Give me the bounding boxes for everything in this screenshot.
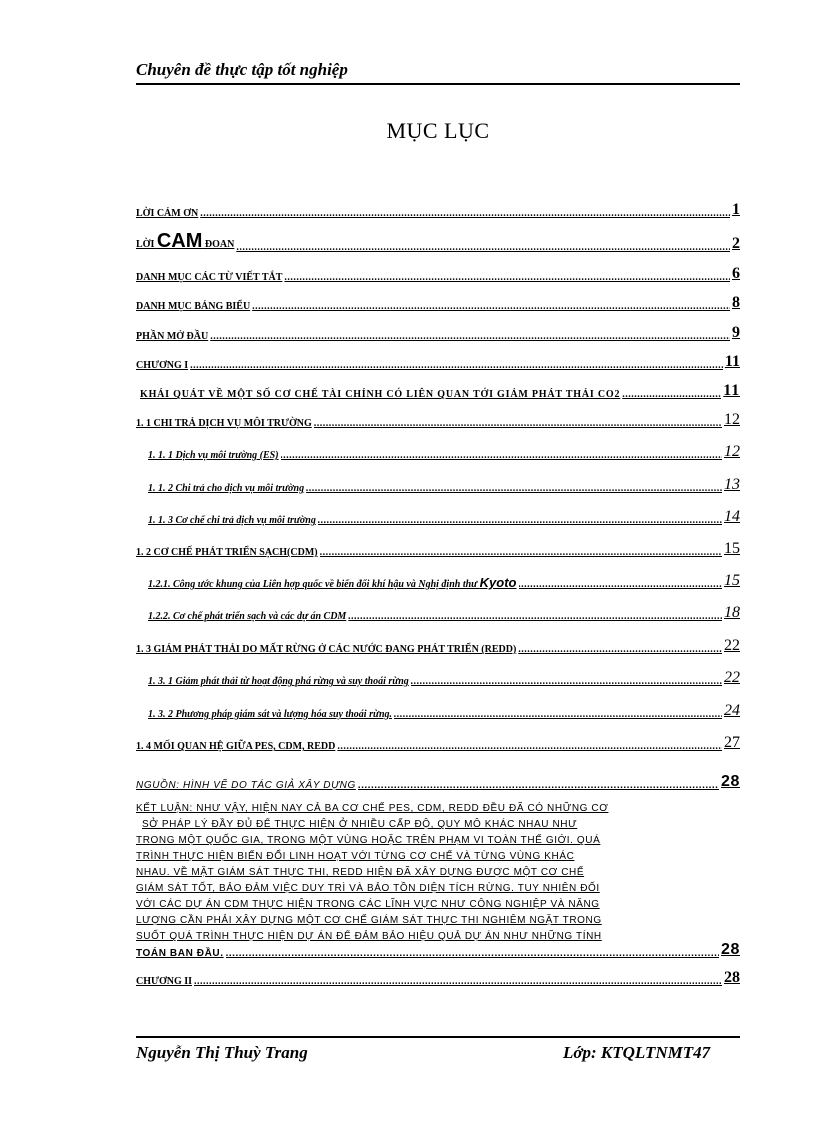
footer-author: Nguyễn Thị Thuỳ Trang — [136, 1043, 308, 1062]
toc-entry-page: 28 — [724, 969, 740, 986]
toc-entry-page: 27 — [724, 734, 740, 751]
toc-entry-label: PHẦN MỞ ĐẦU — [136, 331, 209, 342]
conclusion-line: TRÌNH THỰC HIỆN BIẾN ĐỔI LINH HOẠT VỚI TỪNG CƠ CHẾ VÀ TỪNG VÙNG KHÁC — [136, 851, 575, 862]
footer-divider — [136, 1036, 740, 1038]
conclusion-line: KẾT LUẬN: NHƯ VẬY, HIỆN NAY CẢ BA CƠ CHẾ PES, CDM, REDD ĐỀU ĐÃ CÓ NHỮNG CƠ — [136, 803, 609, 814]
toc-entry-page: 18 — [724, 604, 740, 621]
toc-entry[interactable] — [136, 265, 740, 283]
toc-entry-page: 6 — [732, 265, 740, 282]
toc-entry-page: 2 — [732, 235, 740, 252]
toc-entry-page: 13 — [724, 476, 740, 493]
toc-entry[interactable] — [136, 353, 740, 371]
toc-entry-label: 1. 3 GIẢM PHÁT THẢI DO MẤT RỪNG Ở CÁC NƯỚC ĐANG PHÁT TRIỂN (REDD) — [136, 644, 517, 655]
toc-entry-page: 11 — [724, 353, 740, 370]
toc-entry-label: KHÁI QUÁT VỀ MỘT SỐ CƠ CHẾ TÀI CHÍNH CÓ LIÊN QUAN TỚI GIẢM PHÁT THẢI CO2 — [140, 389, 621, 400]
conclusion-paragraph[interactable] — [136, 801, 736, 945]
toc-entry[interactable] — [136, 773, 740, 791]
toc-entry-page: 22 — [724, 669, 740, 686]
toc-entry-page: 14 — [724, 508, 740, 525]
toc-entry[interactable] — [136, 411, 740, 429]
toc-entry[interactable] — [136, 734, 740, 752]
toc-entry-label: LỜI CẢM ƠN — [136, 208, 199, 219]
toc-entry-page: 12 — [724, 443, 740, 460]
conclusion-line: VỚI CÁC DỰ ÁN CDM THỰC HIỆN TRONG CÁC LĨNH VỰC NHƯ CÔNG NGHIỆP VÀ NĂNG — [136, 899, 600, 910]
toc-entry[interactable] — [136, 230, 740, 253]
conclusion-line: GIÁM SÁT TỐT, BẢO ĐẢM VIỆC DUY TRÌ VÀ BẢO TỒN DIỆN TÍCH RỪNG. TUY NHIÊN ĐỐI — [136, 883, 600, 894]
page-title: MỤC LỤC — [386, 118, 490, 143]
footer-class: Lớp: KTQLTNMT47 — [563, 1043, 711, 1062]
toc-entry-label: CHƯƠNG I — [136, 360, 189, 371]
toc-entry[interactable] — [136, 969, 740, 987]
toc-entry-label: 1. 1. 1 Dịch vụ môi trường (ES) — [148, 450, 279, 461]
toc-entry-label: 1. 1 CHI TRẢ DỊCH VỤ MÔI TRƯỜNG — [136, 418, 312, 429]
toc-entry-label: 1. 1. 2 Chi trả cho dịch vụ môi trường — [148, 483, 305, 494]
toc-entry-label: DANH MỤC CÁC TỪ VIẾT TẮT — [136, 272, 283, 283]
toc-entry-label: 1. 3. 2 Phương pháp giám sát và lượng hóa suy thoái rừng. — [148, 709, 393, 720]
toc-entry[interactable] — [148, 669, 740, 687]
toc-entry[interactable] — [136, 637, 740, 655]
conclusion-line: NHAU. VỀ MẶT GIÁM SÁT THỰC THI, REDD HIỆN ĐÃ XÂY DỰNG ĐƯỢC MỘT CƠ CHẾ — [136, 867, 585, 878]
toc-entry[interactable] — [136, 941, 740, 959]
toc-entry-label: 1. 3. 1 Giảm phát thải từ hoạt động phá rừng và suy thoái rừng — [148, 676, 409, 687]
toc-entry-label: 1. 1. 3 Cơ chế chi trả dịch vụ môi trường — [148, 515, 316, 526]
toc-entry[interactable] — [148, 572, 740, 590]
toc-entry-page: 9 — [732, 324, 740, 341]
toc-entry-page: 15 — [724, 540, 740, 557]
document-header: Chuyên đề thực tập tốt nghiệp — [136, 60, 740, 85]
toc-entry-page: 15 — [724, 572, 740, 589]
toc-entry-page: 28 — [721, 773, 740, 790]
toc-entry-label: 1. 2 CƠ CHẾ PHÁT TRIỂN SẠCH(CDM) — [136, 547, 318, 558]
toc-entry-label: DANH MỤC BẢNG BIỂU — [136, 301, 251, 312]
toc-entry-page: 11 — [723, 382, 740, 399]
toc-entry[interactable] — [148, 508, 740, 526]
toc-entry-page: 28 — [721, 941, 740, 958]
toc-entry[interactable] — [136, 540, 740, 558]
toc-entry[interactable] — [148, 604, 740, 622]
toc-entry[interactable] — [148, 702, 740, 720]
toc-entry-page: 12 — [724, 411, 740, 428]
toc-entry-label: 1.2.2. Cơ chế phát triển sạch và các dự án CDM — [148, 611, 347, 622]
toc-entry[interactable] — [148, 476, 740, 494]
toc-entry-page: 8 — [732, 294, 740, 311]
toc-entry-label: NGUỒN: HÌNH VẼ DO TÁC GIẢ XÂY DỰNG — [136, 780, 356, 791]
toc-entry[interactable] — [136, 294, 740, 312]
conclusion-line: SỞ PHÁP LÝ ĐẦY ĐỦ ĐỂ THỰC HIỆN Ở NHIỀU CẤP ĐỘ, QUY MÔ KHÁC NHAU NHƯ — [142, 819, 578, 830]
toc-entry-page: 1 — [732, 201, 740, 218]
toc-entry[interactable] — [140, 382, 740, 400]
toc-entry-label: 1. 4 MỐI QUAN HỆ GIỮA PES, CDM, REDD — [136, 741, 336, 752]
toc-entry-label: LỜI CAM ĐOAN — [136, 230, 235, 252]
toc-entry-label: 1.2.1. Công ước khung của Liên hợp quốc về biến đổi khí hậu và Nghị định thư Kyoto — [148, 575, 517, 590]
toc-entry-page: 22 — [724, 637, 740, 654]
toc-entry[interactable] — [148, 443, 740, 461]
toc-entry-label: CHƯƠNG II — [136, 976, 193, 987]
conclusion-line: SUỐT QUÁ TRÌNH THỰC HIỆN DỰ ÁN ĐỂ ĐẢM BẢO HIỆU QUẢ DỰ ÁN NHƯ NHỮNG TÍNH — [136, 931, 602, 942]
toc-entry[interactable] — [136, 324, 740, 342]
conclusion-line: TRONG MỘT QUỐC GIA, TRONG MỘT VÙNG HOẶC TRÊN PHẠM VI TOÀN THẾ GIỚI. QUÁ — [136, 835, 601, 846]
toc-entry[interactable] — [136, 201, 740, 219]
toc-entry-page: 24 — [724, 702, 740, 719]
toc-entry-label: TOÁN BAN ĐẦU. — [136, 948, 224, 959]
conclusion-line: LƯỢNG CẦN PHẢI XÂY DỰNG MỘT CƠ CHẾ GIÁM SÁT THỰC THI NGHIÊM NGẶT TRONG — [136, 915, 602, 926]
